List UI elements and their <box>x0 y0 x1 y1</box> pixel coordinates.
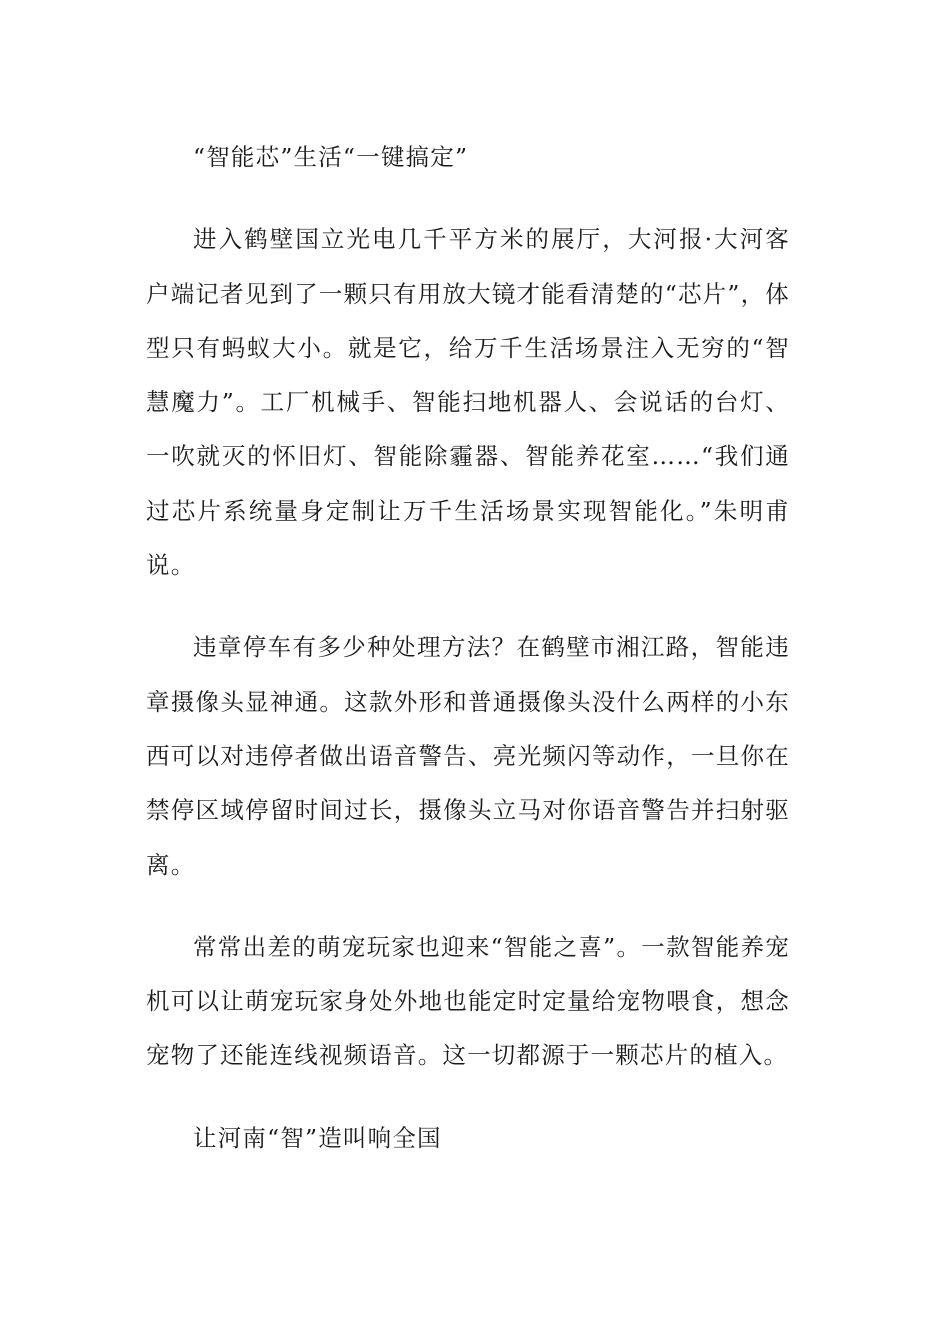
paragraph-smart-pet-feeder: 常常出差的萌宠玩家也迎来“智能之喜”。一款智能养宠机可以让萌宠玩家身处外地也能定时定量给宠物喂食，想念宠物了还能连线视频语音。这一切都源于一颗芯片的植入。 <box>146 932 790 1070</box>
document-page <box>146 130 790 1193</box>
section-heading-henan-made: 让河南“智”造叫响全国 <box>193 1123 442 1152</box>
section-heading-smart-chip-life: “智能芯”生活“一键搞定” <box>193 143 469 171</box>
paragraph-illegal-parking-camera: 违章停车有多少种处理方法？在鹤壁市湘江路，智能违章摄像头显神通。这款外形和普通摄像头没什么两样的小东西可以对违停者做出语音警告、亮光频闪等动作，一旦你在禁停区域停留时间过长，摄像头立马对你语音警告并扫射驱离。 <box>146 633 790 879</box>
paragraph-exhibition-hall: 进入鹤壁国立光电几千平方米的展厅，大河报·大河客户端记者见到了一颗只有用放大镜才能看清楚的“芯片”，体型只有蚂蚁大小。就是它，给万千生活场景注入无穷的“智慧魔力”。工厂机械手、智能扫地机器人、会说话的台灯、一吹就灭的怀旧灯、智能除霾器、智能养花室……“我们通过芯片系统量身定制让万千生活场景实现智能化。”朱明甫说。 <box>146 225 790 580</box>
